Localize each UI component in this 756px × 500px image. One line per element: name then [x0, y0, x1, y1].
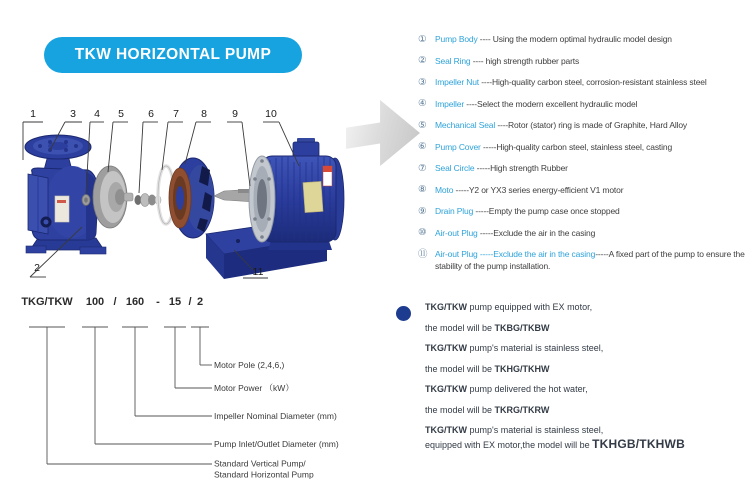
part-description: -----A fixed part of the pump to ensure the stability of the pump installation.	[435, 249, 745, 271]
part-description: -----Exclude the air in the casing	[477, 227, 596, 238]
model-code-segment: 100	[85, 296, 105, 308]
note-text: the model will be	[425, 363, 495, 374]
part-number: ①	[418, 33, 427, 45]
note-line	[425, 343, 754, 354]
note-text: TKG/TKW	[425, 343, 467, 353]
part-name: Seal Ring	[435, 55, 471, 66]
parts-list-item	[418, 99, 756, 111]
model-code-label-line: Impeller Nominal Diameter (mm)	[214, 410, 337, 421]
model-code-segment: /	[188, 296, 192, 308]
callout-lines	[10, 100, 360, 295]
parts-list-item	[418, 206, 756, 218]
page-title: TKW HORIZONTAL PUMP	[74, 46, 272, 63]
bullet-icon	[396, 306, 411, 321]
parts-list-item	[418, 249, 756, 272]
note-text: TKG/TKW	[425, 302, 467, 312]
part-description: -----High strength Rubber	[474, 163, 568, 173]
part-name: Moto	[435, 184, 454, 195]
callout-number: 11	[252, 266, 264, 278]
part-description: ----Select the modern excellent hydraulic model	[464, 98, 638, 109]
part-name: Impeller	[435, 98, 465, 109]
part-name: Seal Circle	[435, 163, 475, 173]
part-description: ---- high strength rubber parts	[470, 55, 580, 66]
note-text: TKHG/TKHW	[494, 363, 550, 374]
note-text: pump delivered the hot water,	[467, 384, 588, 394]
part-number: ⑩	[418, 227, 427, 238]
parts-list-item	[418, 120, 756, 132]
model-code-segment: 2	[196, 296, 204, 308]
parts-list-item	[418, 142, 756, 154]
model-notes	[396, 302, 754, 461]
callout-number: 1	[30, 108, 36, 120]
part-number: ②	[418, 55, 427, 66]
part-description: -----Empty the pump case once stopped	[473, 206, 620, 216]
note-line	[425, 384, 754, 395]
part-number: ⑦	[418, 162, 427, 174]
part-name: Pump Body	[435, 34, 478, 44]
note-text: pump's material is stainless steel,	[467, 343, 604, 353]
parts-list-item	[418, 163, 756, 175]
part-number: ④	[418, 98, 427, 109]
model-code-segment: /	[113, 296, 117, 308]
part-number: ③	[418, 76, 427, 88]
callout-number: 3	[70, 108, 76, 120]
part-name-tail: -----Exclude the air in the casing	[477, 249, 596, 259]
part-number: ⑥	[418, 141, 427, 152]
parts-list	[418, 34, 756, 282]
callout-number: 4	[94, 108, 100, 120]
note-text: TKHGB/TKHWB	[592, 437, 685, 451]
callout-number: 7	[173, 108, 179, 120]
part-name: Air-out Plug	[435, 249, 478, 259]
pump-exploded-diagram	[10, 100, 360, 295]
part-name: Pump Cover	[435, 141, 481, 152]
model-code-label	[214, 459, 314, 480]
note-line	[425, 302, 754, 313]
note-line	[425, 364, 754, 375]
page-title-banner	[44, 37, 302, 73]
model-code-label-line: Pump Inlet/Outlet Diameter (mm)	[214, 438, 339, 449]
part-number: ⑪	[418, 248, 428, 260]
parts-list-item	[418, 185, 756, 197]
note-text: TKG/TKW	[425, 384, 467, 394]
note-text: the model will be	[425, 322, 495, 333]
parts-list-item	[418, 228, 756, 240]
part-description: -----High-quality carbon steel, stainless steel, casting	[480, 141, 673, 152]
note-text: equipped with EX motor,the model will be	[425, 440, 593, 450]
part-description: -----Y2 or YX3 series energy-efficient V1 motor	[453, 184, 624, 195]
model-code-label	[214, 411, 337, 422]
callout-number: 10	[265, 108, 277, 120]
parts-list-item	[418, 56, 756, 68]
model-code-label	[214, 360, 284, 371]
note-text: TKRG/TKRW	[494, 404, 550, 415]
model-code-segment: -	[156, 296, 160, 308]
model-code-label-line: Standard Horizontal Pump	[214, 469, 314, 479]
note-text: TKBG/TKBW	[494, 322, 550, 333]
note-line	[425, 405, 754, 416]
part-description: ----Rotor (stator) ring is made of Graphite, Hard Alloy	[495, 120, 688, 130]
model-code-segment: 160	[125, 296, 145, 308]
model-code-label	[214, 383, 294, 394]
callout-number: 6	[148, 108, 154, 120]
parts-list-item	[418, 34, 756, 46]
model-code-diagram	[20, 296, 365, 492]
callout-number: 9	[232, 108, 238, 120]
model-code-label-line: Motor Power （kW）	[214, 382, 294, 393]
part-number: ⑨	[418, 205, 427, 217]
model-code-segment: 15	[168, 296, 182, 308]
note-text: pump's material is stainless steel,	[467, 425, 604, 435]
model-code-label	[214, 439, 339, 450]
note-line	[425, 323, 754, 334]
note-text: TKG/TKW	[425, 425, 467, 435]
note-line	[425, 439, 754, 451]
note-text: the model will be	[425, 404, 495, 415]
notes-lines	[425, 302, 754, 451]
model-code-label-line: Standard Vertical Pump/	[214, 458, 306, 469]
callout-number: 2	[34, 262, 40, 274]
callout-number: 8	[201, 108, 207, 120]
part-description: ---- Using the modern optimal hydraulic model design	[477, 34, 672, 44]
part-name: Air-out Plug	[435, 227, 478, 238]
parts-list-item	[418, 77, 756, 89]
note-text: pump equipped with EX motor,	[467, 302, 593, 312]
model-code-segment: TKG/TKW	[21, 296, 73, 308]
model-code-label-line: Motor Pole (2,4,6,)	[214, 359, 285, 370]
part-name: Drain Plug	[435, 206, 474, 216]
part-number: ⑧	[418, 184, 427, 195]
part-number: ⑤	[418, 119, 427, 131]
part-name: Mechanical Seal	[435, 120, 496, 130]
part-name: Impeller Nut	[435, 77, 480, 87]
note-line	[425, 425, 754, 436]
callout-number: 5	[118, 108, 124, 120]
part-description: ----High-quality carbon steel, corrosion-resistant stainless steel	[479, 77, 707, 87]
